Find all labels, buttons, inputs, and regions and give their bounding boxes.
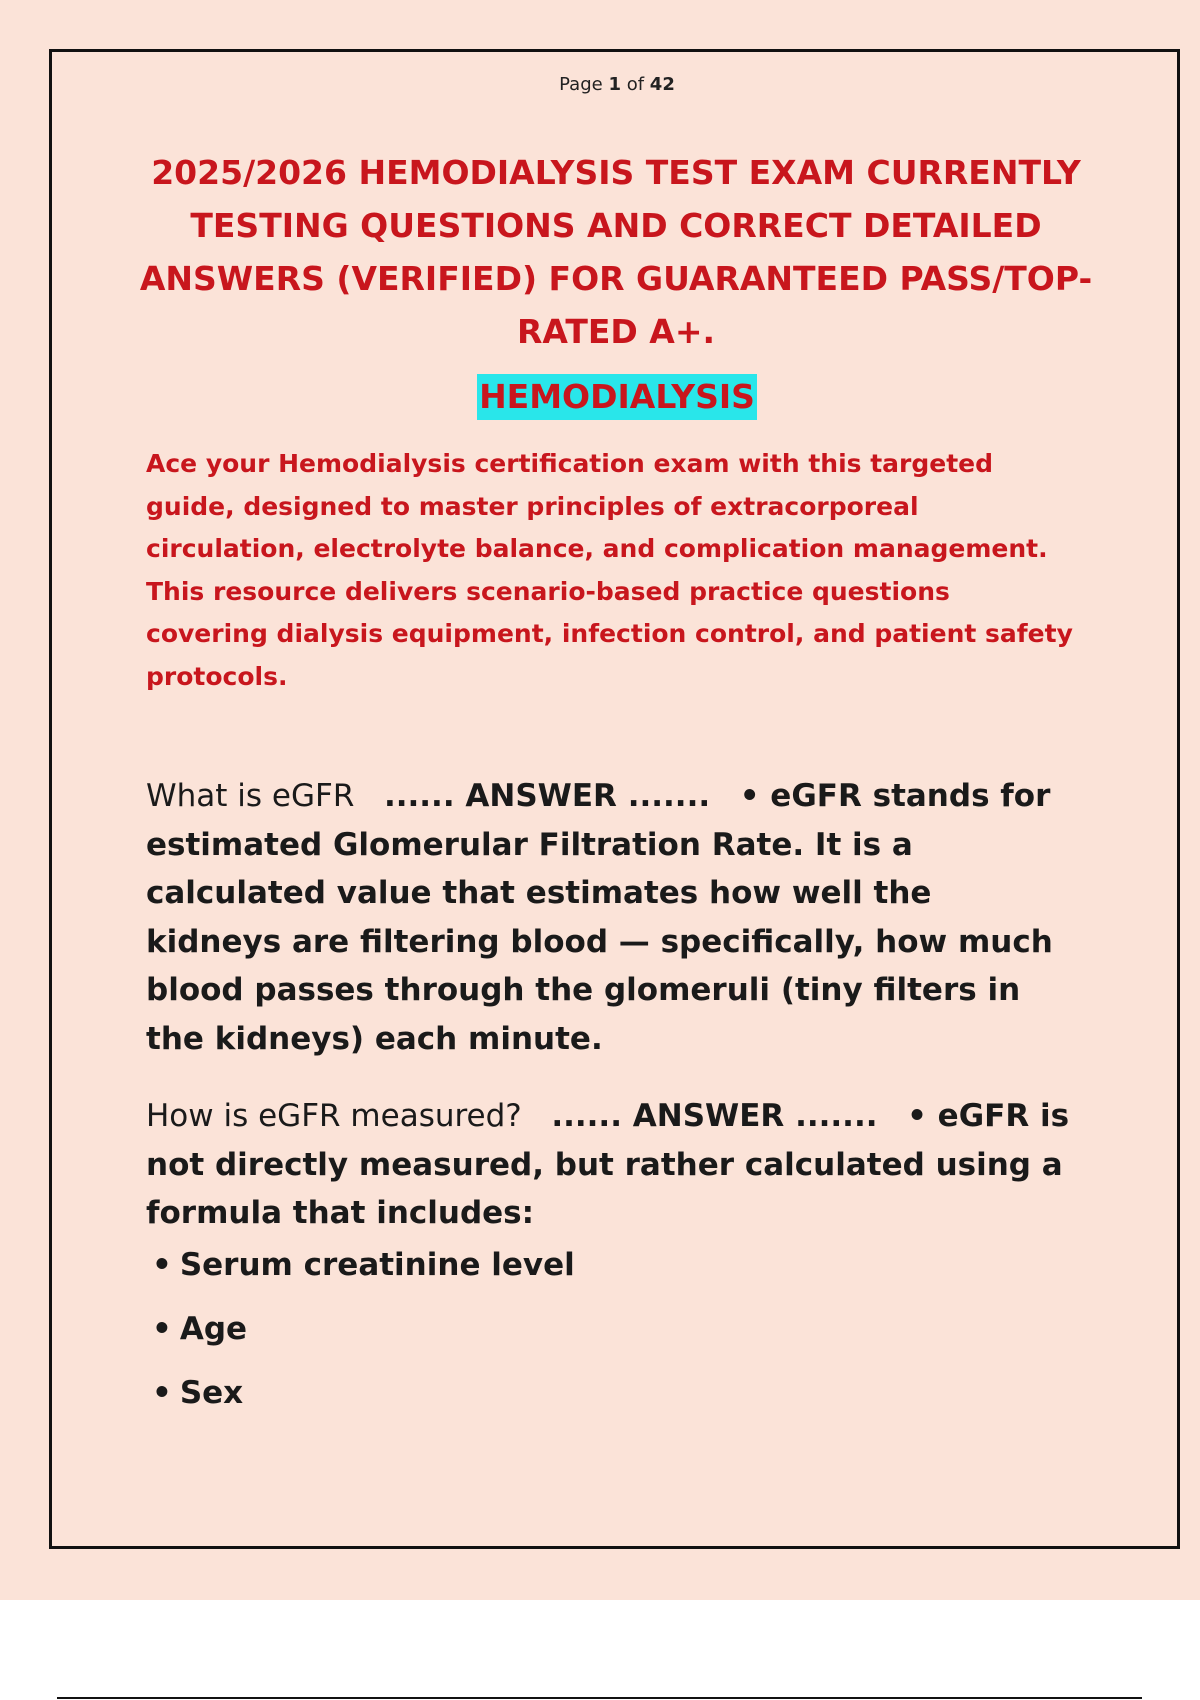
- page-current: 1: [608, 74, 621, 95]
- section-heading-wrapper: [0, 374, 1200, 420]
- bullet-icon: •: [152, 1247, 172, 1283]
- answer-marker: ...... ANSWER .......: [551, 1098, 878, 1134]
- list-item-text: Age: [179, 1311, 248, 1347]
- list-item: [152, 1311, 575, 1347]
- page-total: 42: [649, 74, 675, 95]
- bullet-icon: •: [152, 1375, 172, 1411]
- intro-paragraph: Ace your Hemodialysis certification exam with this targeted guide, designed to master principles of extracorporeal circulation, electrolyte balance, and complication management. This resource delivers scenario-based practice questions covering dialysis equipment, infection control, and patient safety protocols.: [146, 449, 1073, 691]
- list-item: [152, 1375, 575, 1411]
- list-item: [152, 1247, 575, 1283]
- answer-marker: ...... ANSWER .......: [383, 778, 711, 814]
- document-title: 2025/2026 HEMODIALYSIS TEST EXAM CURRENTLY TESTING QUESTIONS AND CORRECT DETAILED ANSWERS (VERIFIED) FOR GUARANTEED PASS/TOP-RATED A+.: [139, 153, 1093, 351]
- formula-factors-list: [152, 1247, 575, 1439]
- answer-text: • eGFR is not directly measured, but rather calculated using a formula that includes:: [146, 1098, 1070, 1231]
- list-item-text: Sex: [179, 1375, 244, 1411]
- page-label: Page: [559, 74, 603, 95]
- answer-text: • eGFR stands for estimated Glomerular Filtration Rate. It is a calculated value that estimates how well the kidneys are filtering blood — specifically, how much blood passes through the glomeruli (tiny filters in the kidneys) each minute.: [146, 778, 1053, 1057]
- question-text: What is eGFR: [146, 778, 355, 814]
- page-number: [0, 74, 1200, 95]
- bullet-icon: •: [152, 1311, 172, 1347]
- list-item-text: Serum creatinine level: [179, 1247, 575, 1283]
- next-page-top-border: [57, 1697, 1142, 1699]
- qa-item-1: [146, 772, 1076, 1063]
- section-heading: HEMODIALYSIS: [477, 374, 757, 420]
- page-of-label: of: [626, 74, 645, 95]
- qa-item-2: [146, 1092, 1076, 1238]
- question-text: How is eGFR measured?: [146, 1098, 522, 1134]
